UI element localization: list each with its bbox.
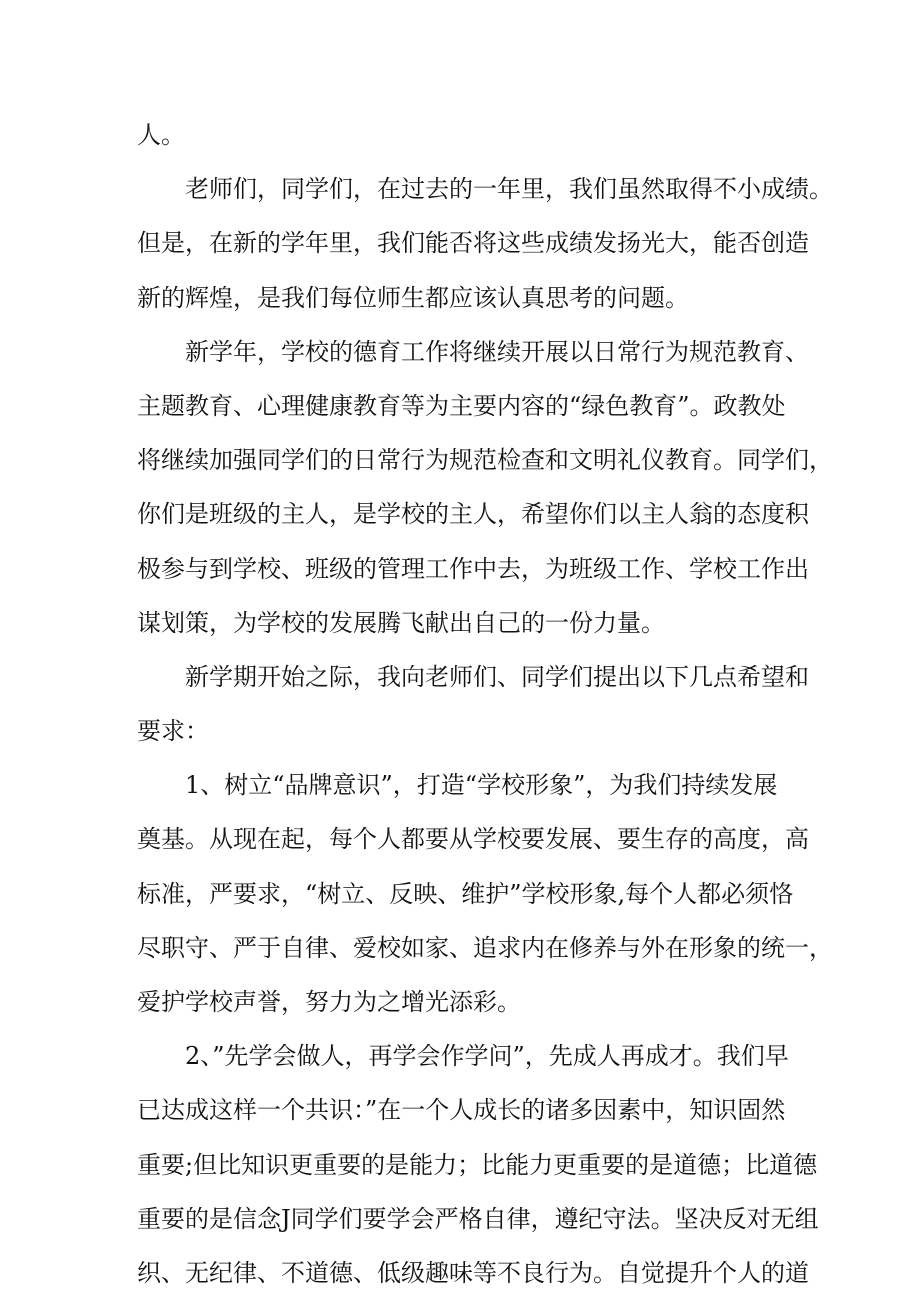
text-line: 将继续加强同学们的日常行为规范检查和文明礼仪教育。同学们， [137, 446, 833, 475]
text-line: 主题教育、心理健康教育等为主要内容的“绿色教育”。政教处 [137, 391, 786, 420]
text-line: 重要;但比知识更重要的是能力；比能力更重要的是道德；比道德 [137, 1150, 818, 1179]
text-line: 极参与到学校、班级的管理工作中去，为班级工作、学校工作出 [137, 554, 809, 583]
text-line: 人。 [137, 121, 185, 149]
text-line: 重要的是信念J同学们要学会严格自律，遵纪守法。坚决反对无组 [137, 1204, 819, 1233]
text-line: 1、树立“品牌意识”，打造“学校形象”，为我们持续发展 [185, 771, 778, 800]
text-line: 但是，在新的学年里，我们能否将这些成绩发扬光大，能否创造 [137, 229, 809, 258]
text-line: 新的辉煌，是我们每位师生都应该认真思考的问题。 [137, 283, 689, 312]
text-line: 已达成这样一个共识：”在一个人成长的诸多因素中，知识固然 [137, 1096, 786, 1125]
text-line: 织、无纪律、不道德、低级趣味等不良行为。自觉提升个人的道 [137, 1258, 809, 1287]
text-line: 新学期开始之际，我向老师们、同学们提出以下几点希望和 [185, 662, 809, 691]
document-body [137, 108, 833, 1300]
text-line: 奠基。从现在起，每个人都要从学校要发展、要生存的高度，高 [137, 825, 809, 854]
text-line: 2、”先学会做人，再学会作学问”，先成人再成才。我们早 [185, 1042, 789, 1071]
text-line: 新学年，学校的德育工作将继续开展以日常行为规范教育、 [185, 337, 809, 366]
text-line: 要求： [137, 717, 209, 746]
text-line: 标准，严要求，“树立、反映、维护”学校形象,每个人都必须恪 [137, 879, 794, 908]
text-line: 谋划策，为学校的发展腾飞献出自己的一份力量。 [137, 608, 665, 637]
text-line: 你们是班级的主人，是学校的主人，希望你们以主人翁的态度积 [137, 500, 809, 529]
text-line: 尽职守、严于自律、爱校如家、追求内在修养与外在形象的统一， [137, 933, 833, 962]
text-line: 爱护学校声誉，努力为之增光添彩。 [137, 988, 521, 1016]
text-line: 老师们，同学们，在过去的一年里，我们虽然取得不小成绩。 [185, 175, 833, 204]
